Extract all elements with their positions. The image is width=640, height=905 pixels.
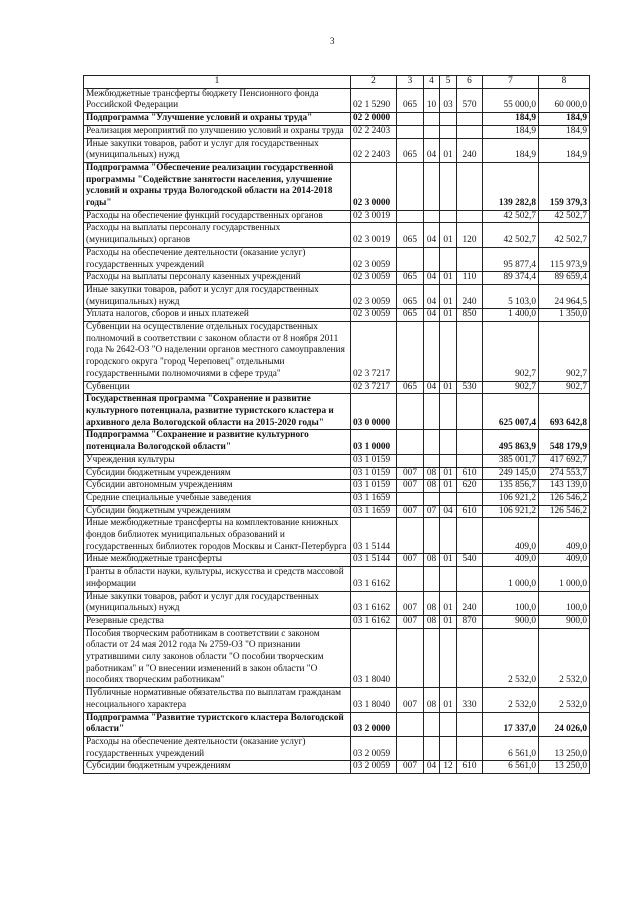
cell-name: Расходы на выплаты персоналу казенных учреждений [84, 272, 351, 285]
cell-name: Иные закупки товаров, работ и услуг для государственных (муниципальных) нужд [84, 591, 351, 615]
cell-v8: 902,7 [539, 381, 590, 394]
cell-c3: 065 [397, 381, 424, 394]
cell-v7: 6 561,0 [483, 736, 539, 760]
cell-c5 [440, 567, 457, 591]
cell-name: Гранты в области науки, культуры, искусства и средств массовой информации [84, 567, 351, 591]
cell-code: 03 1 0159 [351, 454, 397, 467]
cell-c5 [440, 454, 457, 467]
cell-v7: 1 400,0 [483, 309, 539, 322]
table-row [84, 309, 590, 322]
cell-code: 03 1 5144 [351, 554, 397, 567]
cell-c5 [440, 322, 457, 382]
cell-v8: 13 250,0 [539, 761, 590, 774]
cell-c6 [457, 454, 483, 467]
cell-c3: 065 [397, 284, 424, 308]
cell-name: Субсидии бюджетным учреждениям [84, 505, 351, 518]
cell-v7: 100,0 [483, 591, 539, 615]
cell-c5: 04 [440, 505, 457, 518]
cell-code: 02 1 5290 [351, 88, 397, 112]
column-header-4: 4 [424, 76, 440, 89]
cell-c6 [457, 162, 483, 210]
program-row [84, 430, 590, 454]
cell-code: 02 2 2403 [351, 125, 397, 138]
table-row [84, 284, 590, 308]
cell-v8: 42 502,7 [539, 210, 590, 223]
cell-c5 [440, 113, 457, 126]
cell-c6: 240 [457, 591, 483, 615]
cell-c6: 530 [457, 381, 483, 394]
column-header-2: 2 [351, 76, 397, 89]
cell-v7: 6 561,0 [483, 761, 539, 774]
cell-v7: 106 921,2 [483, 505, 539, 518]
table-row [84, 467, 590, 480]
cell-code: 02 3 0059 [351, 272, 397, 285]
cell-code: 03 0 0000 [351, 394, 397, 430]
cell-c6: 610 [457, 761, 483, 774]
cell-c6: 120 [457, 223, 483, 247]
cell-c6: 850 [457, 309, 483, 322]
cell-c6 [457, 125, 483, 138]
cell-name: Средние специальные учебные заведения [84, 492, 351, 505]
cell-name: Субвенции [84, 381, 351, 394]
cell-c5: 01 [440, 688, 457, 712]
cell-v7: 135 856,7 [483, 480, 539, 493]
cell-name: Подпрограмма "Сохранение и развитие культурного потенциала Вологодской области" [84, 430, 351, 454]
cell-c3 [397, 162, 424, 210]
cell-c6 [457, 518, 483, 554]
cell-c5 [440, 247, 457, 271]
table-row [84, 223, 590, 247]
program-row [84, 113, 590, 126]
cell-c5: 01 [440, 284, 457, 308]
cell-code: 02 3 0000 [351, 162, 397, 210]
cell-code: 02 2 2403 [351, 138, 397, 162]
cell-c5: 01 [440, 554, 457, 567]
table-row [84, 454, 590, 467]
cell-c4: 04 [424, 284, 440, 308]
cell-v7: 42 502,7 [483, 223, 539, 247]
cell-v7: 409,0 [483, 554, 539, 567]
cell-name: Подпрограмма "Развитие туристского кластера Вологодской области" [84, 712, 351, 736]
cell-name: Пособия творческим работникам в соответствии с законом области от 24 мая 2012 года № 2759-ОЗ "О признании утратившими силу законов области "О пособии творческим работникам" и "О внесении изменений в закон области "О пособиях творческим работникам" [84, 628, 351, 688]
cell-v8: 24 026,0 [539, 712, 590, 736]
cell-c5: 01 [440, 467, 457, 480]
cell-name: Иные межбюджетные трансферты [84, 554, 351, 567]
cell-v8: 1 000,0 [539, 567, 590, 591]
program-row [84, 712, 590, 736]
cell-c6 [457, 736, 483, 760]
cell-v7: 495 863,9 [483, 430, 539, 454]
cell-name: Расходы на обеспечение функций государственных органов [84, 210, 351, 223]
cell-v8: 693 642,8 [539, 394, 590, 430]
cell-c3: 007 [397, 761, 424, 774]
table-row [84, 480, 590, 493]
cell-c5: 01 [440, 591, 457, 615]
cell-v7: 95 877,4 [483, 247, 539, 271]
cell-c3 [397, 394, 424, 430]
cell-c6: 610 [457, 467, 483, 480]
table-row [84, 138, 590, 162]
cell-name: Государственная программа "Сохранение и развитие культурного потенциала, развитие туристского кластера и архивного дела Вологодской области на 2015-2020 годы" [84, 394, 351, 430]
cell-v8: 159 379,3 [539, 162, 590, 210]
cell-c4 [424, 322, 440, 382]
cell-c5 [440, 125, 457, 138]
column-header-3: 3 [397, 76, 424, 89]
cell-c6: 570 [457, 88, 483, 112]
cell-c6 [457, 712, 483, 736]
table-row [84, 736, 590, 760]
cell-c3 [397, 736, 424, 760]
cell-c6: 110 [457, 272, 483, 285]
cell-c3 [397, 247, 424, 271]
cell-code: 03 1 8040 [351, 688, 397, 712]
cell-name: Субвенции на осуществление отдельных государственных полномочий в соответствии с законом области от 8 ноября 2011 года № 2642-ОЗ "О наделении органов местного самоуправления городского округа "город Череповец" отдельными государственными полномочиями в сфере труда" [84, 322, 351, 382]
table-row [84, 247, 590, 271]
cell-name: Расходы на обеспечение деятельности (оказание услуг) государственных учреждений [84, 247, 351, 271]
cell-c6: 240 [457, 284, 483, 308]
cell-code: 02 3 0059 [351, 309, 397, 322]
cell-code: 03 1 6162 [351, 567, 397, 591]
cell-c5: 03 [440, 88, 457, 112]
cell-name: Расходы на выплаты персоналу государственных (муниципальных) органов [84, 223, 351, 247]
cell-c6: 870 [457, 615, 483, 628]
cell-v7: 900,0 [483, 615, 539, 628]
cell-c4 [424, 628, 440, 688]
cell-c4: 04 [424, 272, 440, 285]
cell-code: 02 3 7217 [351, 322, 397, 382]
cell-c5: 01 [440, 272, 457, 285]
table-row [84, 591, 590, 615]
cell-name: Подпрограмма "Обеспечение реализации государственной программы "Содействие занятости населения, улучшение условий и охраны труда Вологодской области на 2014-2018 годы" [84, 162, 351, 210]
cell-c5: 01 [440, 309, 457, 322]
cell-name: Подпрограмма "Улучшение условий и охраны труда" [84, 113, 351, 126]
cell-code: 02 2 0000 [351, 113, 397, 126]
cell-c3 [397, 113, 424, 126]
cell-c4: 10 [424, 88, 440, 112]
cell-c3 [397, 518, 424, 554]
cell-v7: 42 502,7 [483, 210, 539, 223]
cell-c6 [457, 492, 483, 505]
cell-v8: 143 139,0 [539, 480, 590, 493]
column-header-6: 6 [457, 76, 483, 89]
cell-code: 03 1 0159 [351, 480, 397, 493]
cell-c4 [424, 394, 440, 430]
cell-c4: 08 [424, 591, 440, 615]
cell-v8: 184,9 [539, 125, 590, 138]
cell-c6: 330 [457, 688, 483, 712]
column-header-1: 1 [84, 76, 351, 89]
cell-c4 [424, 162, 440, 210]
cell-c4: 04 [424, 309, 440, 322]
cell-v8: 900,0 [539, 615, 590, 628]
cell-c4 [424, 454, 440, 467]
cell-c6 [457, 430, 483, 454]
table-row [84, 688, 590, 712]
cell-code: 03 2 0059 [351, 736, 397, 760]
cell-v8: 100,0 [539, 591, 590, 615]
cell-c4: 04 [424, 223, 440, 247]
cell-name: Субсидии бюджетным учреждениям [84, 467, 351, 480]
cell-c3: 007 [397, 591, 424, 615]
cell-name: Иные межбюджетные трансферты на комплектование книжных фондов библиотек муниципальных образований и государственных библиотек городов Москвы и Санкт-Петербурга [84, 518, 351, 554]
cell-c4: 04 [424, 761, 440, 774]
cell-c6 [457, 113, 483, 126]
cell-c5: 01 [440, 381, 457, 394]
cell-c3: 007 [397, 615, 424, 628]
cell-c4: 07 [424, 505, 440, 518]
header-row [84, 76, 590, 89]
cell-c3: 007 [397, 480, 424, 493]
cell-c3 [397, 210, 424, 223]
cell-v8: 60 000,0 [539, 88, 590, 112]
cell-v7: 184,9 [483, 125, 539, 138]
cell-v7: 249 145,0 [483, 467, 539, 480]
table-row [84, 761, 590, 774]
cell-c5 [440, 162, 457, 210]
cell-v8: 126 546,2 [539, 505, 590, 518]
cell-v8: 2 532,0 [539, 628, 590, 688]
cell-code: 03 1 1659 [351, 492, 397, 505]
cell-code: 03 2 0000 [351, 712, 397, 736]
cell-c6: 620 [457, 480, 483, 493]
cell-code: 02 3 0059 [351, 284, 397, 308]
cell-c6 [457, 394, 483, 430]
cell-code: 03 1 5144 [351, 518, 397, 554]
cell-c6 [457, 322, 483, 382]
cell-c6 [457, 247, 483, 271]
cell-v8: 184,9 [539, 138, 590, 162]
cell-code: 02 3 0019 [351, 223, 397, 247]
cell-name: Иные закупки товаров, работ и услуг для государственных (муниципальных) нужд [84, 284, 351, 308]
cell-c5 [440, 394, 457, 430]
cell-c3: 065 [397, 223, 424, 247]
table-row [84, 615, 590, 628]
cell-v8: 126 546,2 [539, 492, 590, 505]
cell-c4 [424, 247, 440, 271]
cell-v7: 184,9 [483, 138, 539, 162]
cell-c3 [397, 125, 424, 138]
cell-c4 [424, 518, 440, 554]
table-row [84, 272, 590, 285]
cell-v7: 902,7 [483, 381, 539, 394]
cell-c4 [424, 736, 440, 760]
cell-v8: 115 973,9 [539, 247, 590, 271]
cell-c4: 04 [424, 138, 440, 162]
cell-c4 [424, 113, 440, 126]
cell-name: Уплата налогов, сборов и иных платежей [84, 309, 351, 322]
cell-v8: 184,9 [539, 113, 590, 126]
cell-code: 02 3 0059 [351, 247, 397, 271]
cell-c4 [424, 430, 440, 454]
cell-v7: 2 532,0 [483, 628, 539, 688]
cell-c4: 08 [424, 688, 440, 712]
cell-c3: 007 [397, 505, 424, 518]
cell-c5: 01 [440, 480, 457, 493]
cell-v7: 902,7 [483, 322, 539, 382]
table-row [84, 492, 590, 505]
column-header-8: 8 [539, 76, 590, 89]
table-row [84, 88, 590, 112]
cell-name: Межбюджетные трансферты бюджету Пенсионного фонда Российской Федерации [84, 88, 351, 112]
table-row [84, 567, 590, 591]
cell-c3 [397, 628, 424, 688]
cell-v7: 89 374,4 [483, 272, 539, 285]
cell-c3 [397, 567, 424, 591]
cell-code: 03 2 0059 [351, 761, 397, 774]
column-header-7: 7 [483, 76, 539, 89]
cell-c4: 08 [424, 615, 440, 628]
cell-c5 [440, 492, 457, 505]
cell-code: 03 1 6162 [351, 615, 397, 628]
cell-c5 [440, 518, 457, 554]
cell-v7: 17 337,0 [483, 712, 539, 736]
cell-v8: 902,7 [539, 322, 590, 382]
cell-c3: 007 [397, 467, 424, 480]
cell-c3: 065 [397, 309, 424, 322]
cell-v7: 385 001,7 [483, 454, 539, 467]
cell-code: 03 1 0000 [351, 430, 397, 454]
table-row [84, 381, 590, 394]
cell-name: Реализация мероприятий по улучшению условий и охраны труда [84, 125, 351, 138]
cell-c5: 01 [440, 138, 457, 162]
cell-c4 [424, 567, 440, 591]
budget-table [83, 75, 590, 774]
cell-code: 03 1 6162 [351, 591, 397, 615]
program-row [84, 162, 590, 210]
cell-name: Учреждения культуры [84, 454, 351, 467]
cell-c6: 540 [457, 554, 483, 567]
cell-c6: 610 [457, 505, 483, 518]
table-row [84, 554, 590, 567]
table-row [84, 628, 590, 688]
table-row [84, 518, 590, 554]
cell-v7: 55 000,0 [483, 88, 539, 112]
column-header-5: 5 [440, 76, 457, 89]
cell-c3 [397, 492, 424, 505]
cell-v8: 13 250,0 [539, 736, 590, 760]
cell-name: Расходы на обеспечение деятельности (оказание услуг) государственных учреждений [84, 736, 351, 760]
cell-name: Иные закупки товаров, работ и услуг для государственных (муниципальных) нужд [84, 138, 351, 162]
cell-c3 [397, 712, 424, 736]
cell-name: Субсидии автономным учреждениям [84, 480, 351, 493]
cell-v8: 2 532,0 [539, 688, 590, 712]
table-row [84, 125, 590, 138]
cell-code: 03 1 8040 [351, 628, 397, 688]
cell-c5 [440, 736, 457, 760]
cell-v7: 409,0 [483, 518, 539, 554]
cell-v8: 274 553,7 [539, 467, 590, 480]
cell-c3: 007 [397, 688, 424, 712]
cell-c3: 065 [397, 88, 424, 112]
cell-c5 [440, 628, 457, 688]
cell-c6 [457, 210, 483, 223]
cell-v8: 42 502,7 [539, 223, 590, 247]
table-row [84, 505, 590, 518]
cell-c3: 065 [397, 138, 424, 162]
table-row [84, 322, 590, 382]
cell-c6 [457, 628, 483, 688]
program-row [84, 394, 590, 430]
cell-name: Резервные средства [84, 615, 351, 628]
cell-code: 02 3 7217 [351, 381, 397, 394]
cell-v8: 1 350,0 [539, 309, 590, 322]
cell-c6: 240 [457, 138, 483, 162]
cell-v7: 2 532,0 [483, 688, 539, 712]
cell-v7: 625 007,4 [483, 394, 539, 430]
cell-name: Субсидии бюджетным учреждениям [84, 761, 351, 774]
page-number: 3 [330, 36, 335, 46]
cell-c5: 01 [440, 615, 457, 628]
cell-code: 03 1 1659 [351, 505, 397, 518]
cell-c4: 04 [424, 381, 440, 394]
cell-v7: 139 282,8 [483, 162, 539, 210]
cell-c4 [424, 492, 440, 505]
cell-v8: 409,0 [539, 554, 590, 567]
cell-c5 [440, 210, 457, 223]
cell-v7: 1 000,0 [483, 567, 539, 591]
cell-code: 03 1 0159 [351, 467, 397, 480]
cell-v8: 24 964,5 [539, 284, 590, 308]
cell-c5: 12 [440, 761, 457, 774]
table-row [84, 210, 590, 223]
cell-c4: 08 [424, 480, 440, 493]
cell-c4: 08 [424, 467, 440, 480]
cell-c4: 08 [424, 554, 440, 567]
cell-c4 [424, 712, 440, 736]
cell-c5: 01 [440, 223, 457, 247]
cell-v7: 106 921,2 [483, 492, 539, 505]
cell-c5 [440, 430, 457, 454]
cell-v8: 548 179,9 [539, 430, 590, 454]
cell-c5 [440, 712, 457, 736]
cell-c4 [424, 210, 440, 223]
cell-name: Публичные нормативные обязательства по выплатам гражданам несоциального характера [84, 688, 351, 712]
cell-c3 [397, 430, 424, 454]
cell-c3: 065 [397, 272, 424, 285]
cell-v7: 184,9 [483, 113, 539, 126]
cell-v8: 89 659,4 [539, 272, 590, 285]
cell-c3: 007 [397, 554, 424, 567]
cell-c3 [397, 454, 424, 467]
cell-c6 [457, 567, 483, 591]
cell-v8: 417 692,7 [539, 454, 590, 467]
cell-v7: 5 103,0 [483, 284, 539, 308]
cell-c3 [397, 322, 424, 382]
cell-c4 [424, 125, 440, 138]
cell-code: 02 3 0019 [351, 210, 397, 223]
cell-v8: 409,0 [539, 518, 590, 554]
